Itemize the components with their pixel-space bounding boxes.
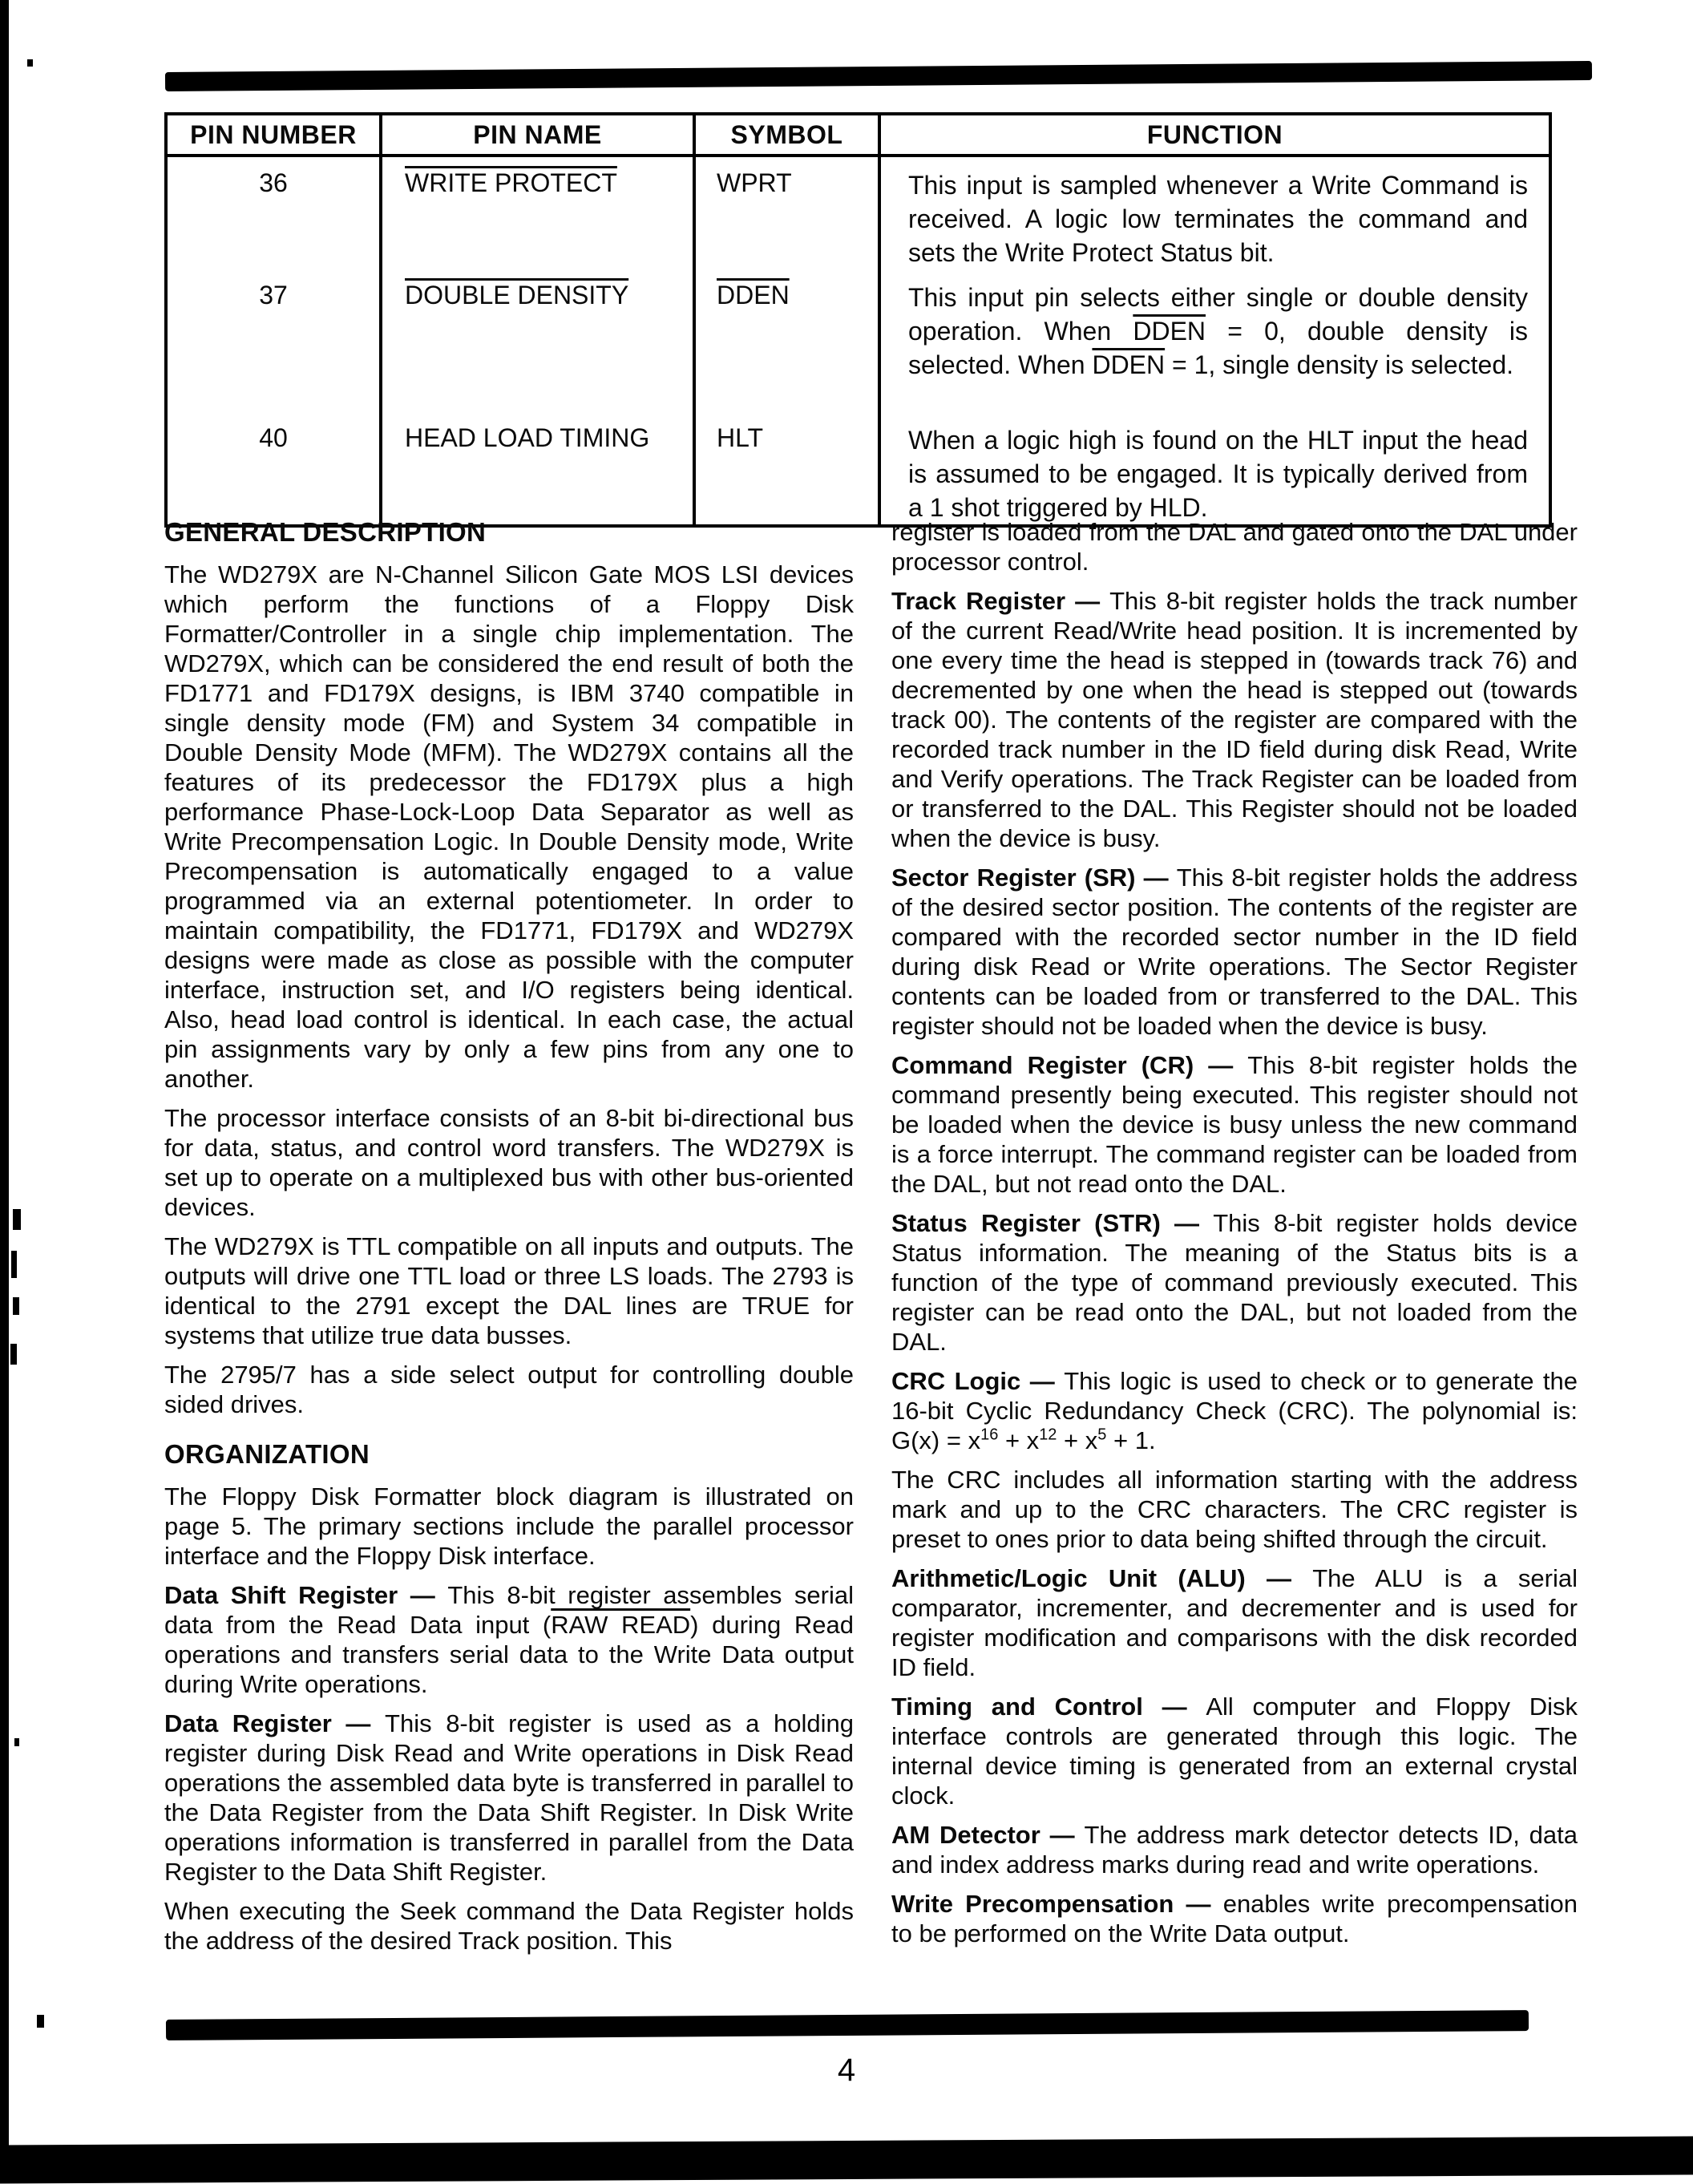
text-run: enables write precompensation to be performed on the Write Data output. xyxy=(891,1890,1578,1947)
col-header-pin-name: PIN NAME xyxy=(381,114,694,156)
symbol-cell xyxy=(694,412,879,526)
top-divider-bar xyxy=(165,61,1592,91)
text-run: WPRT xyxy=(717,168,792,197)
paragraph xyxy=(891,586,1578,853)
paragraph xyxy=(164,1896,854,1955)
pin-function-table xyxy=(164,112,1552,528)
section-heading: ORGANIZATION xyxy=(164,1439,370,1469)
paragraph xyxy=(891,1563,1578,1682)
superscript: 16 xyxy=(980,1426,999,1444)
function-cell xyxy=(879,269,1550,412)
text-run: + x xyxy=(1057,1426,1098,1454)
bold-lead-in: Sector Register (SR) — xyxy=(891,863,1177,892)
function-cell xyxy=(879,412,1550,526)
pin-number-cell xyxy=(166,156,381,269)
text-run: This 8-bit register holds device Status information. The meaning of the Status bits is a function of the type of command previously executed. This register can be read onto the DAL, but not loaded from the DAL. xyxy=(891,1209,1578,1356)
table-header-row xyxy=(166,114,1550,156)
symbol-cell xyxy=(694,269,879,412)
text-run: This input is sampled whenever a Write Command is received. A logic low terminates the command and sets the Write Protect Status bit. xyxy=(908,171,1528,267)
right-column xyxy=(891,517,1578,1958)
pin-table-row xyxy=(166,412,1550,526)
bold-lead-in: Arithmetic/Logic Unit (ALU) — xyxy=(891,1564,1313,1592)
scan-artifact xyxy=(37,2015,44,2028)
paragraph xyxy=(164,1360,854,1419)
overlined-signal: DDEN xyxy=(717,281,790,309)
text-run: + x xyxy=(998,1426,1040,1454)
pin-name-cell xyxy=(381,269,694,412)
text-run: This input pin selects either single or double density operation. When xyxy=(908,283,1528,346)
text-run: When executing the Seek command the Data Register holds the address of the desired Track position. This xyxy=(164,1897,854,1955)
superscript: 5 xyxy=(1097,1426,1107,1444)
bold-lead-in: AM Detector — xyxy=(891,1821,1085,1849)
bold-lead-in: Track Register — xyxy=(891,587,1110,615)
bold-lead-in: Timing and Control — xyxy=(891,1693,1206,1721)
text-run: The address mark detector detects ID, data and index address marks during read and write operations. xyxy=(891,1821,1578,1879)
text-run: When a logic high is found on the HLT input the head is assumed to be engaged. It is typically derived from a 1 shot triggered by HLD. xyxy=(908,426,1528,522)
text-run: The 2795/7 has a side select output for controlling double sided drives. xyxy=(164,1361,854,1418)
col-header-pin-number: PIN NUMBER xyxy=(166,114,381,156)
overlined-signal: DDEN xyxy=(1133,317,1206,346)
text-run: + 1. xyxy=(1106,1426,1156,1454)
paragraph xyxy=(891,863,1578,1041)
paragraph xyxy=(164,1580,854,1699)
text-run: This logic is used to check or to generate the 16-bit Cyclic Redundancy Check (CRC). The polynomial is: G(x) = x xyxy=(891,1367,1578,1454)
symbol-cell xyxy=(694,156,879,269)
text-run: register is loaded from the DAL and gated onto the DAL under processor control. xyxy=(891,518,1578,576)
col-header-symbol: SYMBOL xyxy=(694,114,879,156)
page-number: 4 xyxy=(837,2053,856,2088)
pin-number-cell xyxy=(166,412,381,526)
paragraph xyxy=(891,1692,1578,1810)
text-run: This 8-bit register holds the track number of the current Read/Write head position. It is incremented by one every time the head is stepped in (towards track 76) and decremented by one when the head is stepped out (towards track 00). The contents of the register are compared with the recorded track number in the ID field during disk Read, Write and Verify operations. The Track Register can be loaded from or transferred to the DAL. This Register should not be loaded when the device is busy. xyxy=(891,587,1578,852)
paragraph xyxy=(164,560,854,1094)
text-run: The WD279X are N-Channel Silicon Gate MOS LSI devices which perform the functions of a Floppy Disk Formatter/Controller in a single chip implementation. The WD279X, which can be considered the end result of both the FD1771 and FD179X designs, is IBM 3740 compatible in single density mode (FM) and System 34 compatible in Double Density Mode (MFM). The WD279X contains all the features of its predecessor the FD179X plus a high performance Phase-Lock-Loop Data Separator as well as Write Precompensation Logic. In Double Density mode, Write Precompensation is automatically engaged to a value programmed via an external potentiometer. In order to maintain compatibility, the FD1771, FD179X and WD279X designs were made as close as possible with the computer interface, instruction set, and I/O registers being identical. Also, head load control is identical. In each case, the actual pin assignments vary by only a few pins from any one to another. xyxy=(164,560,854,1093)
text-run: HEAD LOAD TIMING xyxy=(405,423,650,452)
text-run: This 8-bit register is used as a holding register during Disk Read and Write operations in Disk Read operations the assembled data byte is transferred in parallel to the Data Register from the Data Shift Register. In Disk Write operations information is transferred in parallel from the Data Register to the Data Shift Register. xyxy=(164,1709,854,1886)
text-run: All computer and Floppy Disk interface controls are generated through this logic. The internal device timing is generated from an external crystal clock. xyxy=(891,1693,1578,1810)
text-run: The CRC includes all information starting with the address mark and up to the CRC characters. The CRC register is preset to ones prior to data being shifted through the circuit. xyxy=(891,1466,1578,1553)
scan-artifact xyxy=(10,1344,17,1365)
pin-number-cell xyxy=(166,269,381,412)
pin-table-body xyxy=(166,156,1550,526)
bold-lead-in: Command Register (CR) — xyxy=(891,1051,1248,1079)
overlined-signal: DOUBLE DENSITY xyxy=(405,281,629,309)
pin-table-row xyxy=(166,156,1550,269)
paragraph xyxy=(164,1482,854,1571)
scan-artifact xyxy=(27,59,33,67)
bottom-divider-bar xyxy=(166,2010,1529,2040)
bold-lead-in: Data Shift Register — xyxy=(164,1581,448,1609)
paragraph xyxy=(164,1709,854,1887)
paragraph xyxy=(891,1889,1578,1948)
left-column xyxy=(164,517,854,1965)
text-run: The WD279X is TTL compatible on all inputs and outputs. The outputs will drive one TTL load or three LS loads. The 2793 is identical to the 2791 except the DAL lines are TRUE for systems that utilize true data busses. xyxy=(164,1232,854,1349)
text-run: The Floppy Disk Formatter block diagram is illustrated on page 5. The primary sections include the parallel processor interface and the Floppy Disk interface. xyxy=(164,1482,854,1570)
text-run: = 0, double density is selected. When xyxy=(908,317,1529,379)
paragraph xyxy=(891,1366,1578,1455)
text-run: HLT xyxy=(717,423,764,452)
superscript: 12 xyxy=(1039,1426,1057,1444)
overlined-signal: RAW READ xyxy=(551,1611,691,1639)
paragraph xyxy=(891,1050,1578,1199)
section-heading: GENERAL DESCRIPTION xyxy=(164,517,487,547)
bold-lead-in: Data Register — xyxy=(164,1709,386,1737)
paragraph xyxy=(164,1232,854,1350)
text-run: 36 xyxy=(259,168,288,197)
pin-name-cell xyxy=(381,156,694,269)
overlined-signal: WRITE PROTECT xyxy=(405,168,617,197)
function-cell xyxy=(879,156,1550,269)
bold-lead-in: Write Precompensation — xyxy=(891,1890,1223,1918)
paragraph xyxy=(891,517,1578,576)
overlined-signal: DDEN xyxy=(1092,350,1166,379)
scan-edge-strip xyxy=(0,0,9,2170)
paragraph xyxy=(891,1465,1578,1554)
paragraph xyxy=(164,1103,854,1222)
text-run: This 8-bit register assembles serial data from the Read Data input ( xyxy=(164,1581,854,1639)
bold-lead-in: CRC Logic — xyxy=(891,1367,1065,1395)
text-run: ) during Read operations and transfers serial data to the Write Data output during Write operations. xyxy=(164,1611,854,1698)
text-run: The ALU is a serial comparator, incrementer, and decrementer and is used for register modification and comparisons with the disk recorded ID field. xyxy=(891,1564,1578,1681)
text-run: The processor interface consists of an 8-bit bi-directional bus for data, status, and control word transfers. The WD279X is set up to operate on a multiplexed bus with other bus-oriented devices. xyxy=(164,1104,854,1221)
scan-artifact xyxy=(13,1209,21,1230)
pin-name-cell xyxy=(381,412,694,526)
paragraph xyxy=(891,1820,1578,1879)
pin-table-row xyxy=(166,269,1550,412)
scan-artifact xyxy=(14,1738,19,1746)
text-run: 40 xyxy=(259,423,288,452)
text-run: This 8-bit register holds the address of the desired sector position. The contents of the register are compared with the recorded sector number in the ID field during disk Read or Write operations. The Sector Register contents can be loaded from or transferred to the DAL. This register should not be loaded when the device is busy. xyxy=(891,863,1578,1040)
text-run: This 8-bit register holds the command presently being executed. This register should not be loaded when the device is busy unless the new command is a force interrupt. The command register can be loaded from the DAL, but not read onto the DAL. xyxy=(891,1051,1578,1198)
bottom-edge-bar xyxy=(0,2136,1693,2183)
paragraph xyxy=(891,1208,1578,1357)
bold-lead-in: Status Register (STR) — xyxy=(891,1209,1214,1237)
scan-artifact xyxy=(13,1297,19,1315)
col-header-function: FUNCTION xyxy=(879,114,1550,156)
scan-artifact xyxy=(11,1251,17,1278)
text-run: 37 xyxy=(259,281,288,309)
text-run: = 1, single density is selected. xyxy=(1165,350,1514,379)
